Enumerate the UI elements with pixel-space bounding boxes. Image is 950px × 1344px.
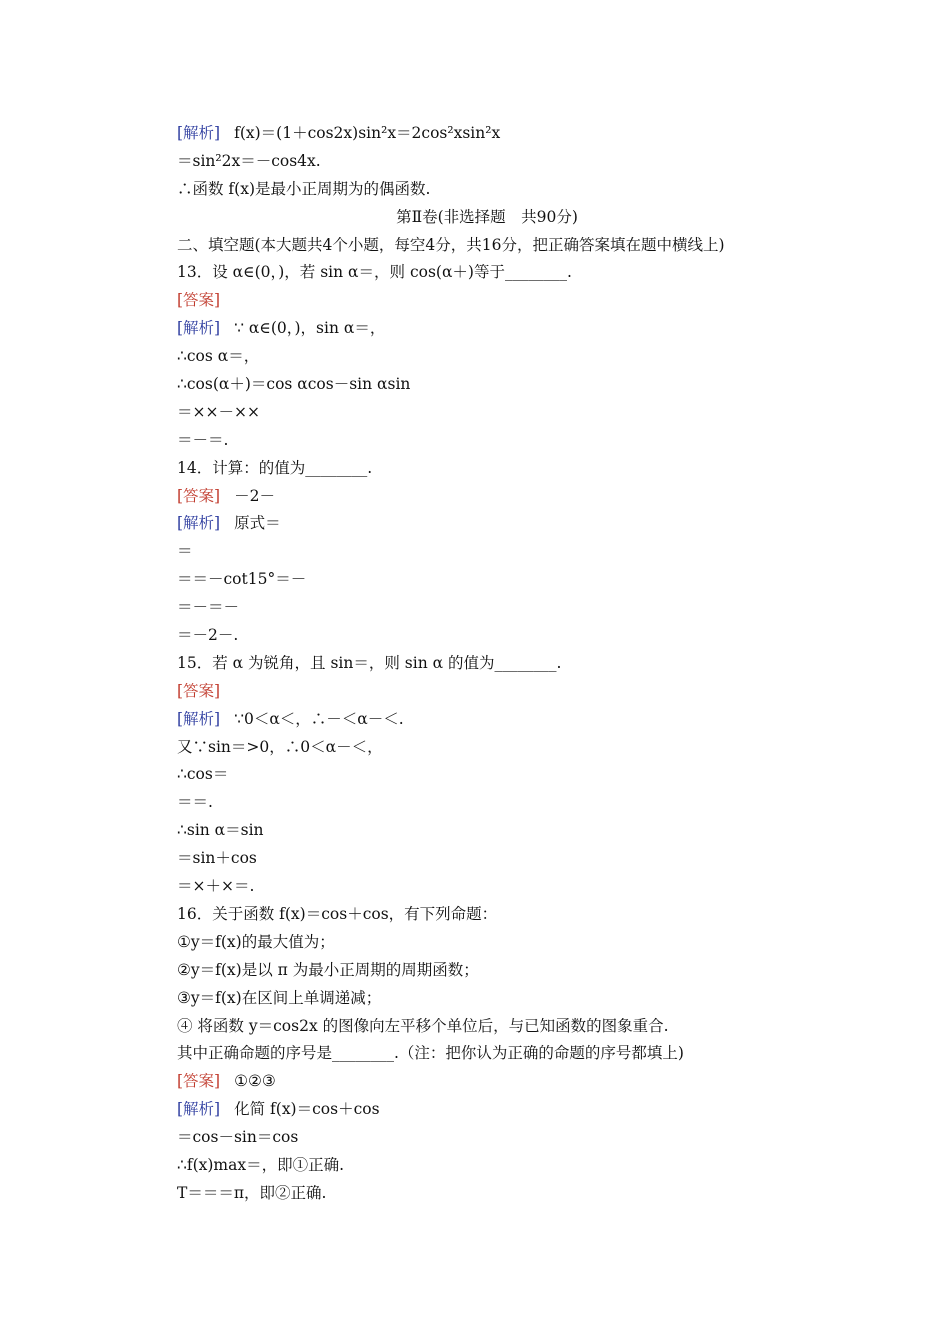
line-text: 13．设 α∈(0，)，若 sin α＝，则 cos(α＋)等于________. xyxy=(177,263,572,282)
text-line xyxy=(177,1096,797,1124)
line-text: 其中正确命题的序号是________.（注：把你认为正确的命题的序号都填上) xyxy=(177,1044,684,1063)
line-text: ∴函数 f(x)是最小正周期为的偶函数. xyxy=(177,179,431,198)
text-line xyxy=(177,985,797,1013)
line-text: ＝ xyxy=(177,542,193,561)
line-text: ②y＝f(x)是以 π 为最小正周期的周期函数； xyxy=(177,960,479,979)
line-text: ＝－＝. xyxy=(177,430,229,449)
text-line xyxy=(177,594,797,622)
answer-label: [答案] xyxy=(177,291,221,310)
text-line xyxy=(177,1040,797,1068)
text-line xyxy=(177,789,797,817)
text-line xyxy=(177,483,797,511)
text-line xyxy=(177,873,797,901)
line-text: 原式＝ xyxy=(234,514,281,533)
line-text: 15．若 α 为锐角，且 sin＝，则 sin α 的值为________. xyxy=(177,653,562,672)
text-line xyxy=(177,706,797,734)
text-line xyxy=(177,371,797,399)
line-text: ＝sin＋cos xyxy=(177,849,257,868)
line-text: ＝－2－. xyxy=(177,626,239,645)
answer-label: [答案] xyxy=(177,1072,221,1091)
line-text: T＝＝＝π，即②正确. xyxy=(177,1183,327,1202)
document-body xyxy=(177,120,797,1208)
line-text: 化简 f(x)＝cos＋cos xyxy=(234,1100,380,1119)
text-line xyxy=(177,148,797,176)
section-heading xyxy=(177,204,797,232)
analysis-label: [解析] xyxy=(177,124,221,142)
line-text: ＝××－×× xyxy=(177,402,260,421)
answer-label: [答案] xyxy=(177,486,221,505)
text-line xyxy=(177,1180,797,1208)
line-text: ＝sin²2x＝－cos4x. xyxy=(177,151,321,170)
line-text: －2－ xyxy=(234,486,275,505)
text-line xyxy=(177,120,797,148)
text-line xyxy=(177,1124,797,1152)
line-text: 14．计算：的值为________. xyxy=(177,458,373,477)
analysis-label: [解析] xyxy=(177,709,221,728)
analysis-label: [解析] xyxy=(177,319,221,338)
text-line xyxy=(177,1152,797,1180)
text-line xyxy=(177,929,797,957)
line-text: 又∵sin＝>0，∴0＜α－＜， xyxy=(177,737,383,756)
line-text: ∵ α∈(0，)，sin α＝， xyxy=(234,319,386,338)
text-line xyxy=(177,510,797,538)
line-text: ∴cos＝ xyxy=(177,765,229,784)
text-line xyxy=(177,538,797,566)
answer-label: [答案] xyxy=(177,681,221,700)
text-line xyxy=(177,259,797,287)
text-line xyxy=(177,287,797,315)
text-line xyxy=(177,650,797,678)
line-text: ＝cos－sin＝cos xyxy=(177,1128,299,1147)
line-text: 第Ⅱ卷(非选择题 共90分) xyxy=(396,207,578,226)
text-line xyxy=(177,1013,797,1041)
line-text: ＝＝－cot15°＝－ xyxy=(177,570,307,589)
text-line xyxy=(177,427,797,455)
line-text: f(x)＝(1＋cos2x)sin²x＝2cos²xsin²x xyxy=(234,124,501,142)
line-text: ＝＝. xyxy=(177,793,213,812)
text-line xyxy=(177,622,797,650)
text-line xyxy=(177,901,797,929)
line-text: 二、填空题(本大题共4个小题，每空4分，共16分，把正确答案填在题中横线上) xyxy=(177,235,725,254)
line-text: ∵0＜α＜，∴－＜α－＜. xyxy=(234,709,404,728)
analysis-label: [解析] xyxy=(177,1100,221,1119)
line-text: ∴sin α＝sin xyxy=(177,821,264,840)
text-line xyxy=(177,232,797,260)
line-text: ∴f(x)max＝，即①正确. xyxy=(177,1155,345,1174)
line-text: ∴cos(α＋)＝cos αcos－sin αsin xyxy=(177,375,411,394)
text-line xyxy=(177,845,797,873)
text-line xyxy=(177,399,797,427)
line-text: ③y＝f(x)在区间上单调递减； xyxy=(177,988,382,1007)
text-line xyxy=(177,817,797,845)
line-text: ＝－＝－ xyxy=(177,598,240,617)
text-line xyxy=(177,455,797,483)
line-text: ∴cos α＝， xyxy=(177,347,260,366)
text-line xyxy=(177,678,797,706)
line-text: 16．关于函数 f(x)＝cos＋cos，有下列命题： xyxy=(177,904,498,923)
line-text: ＝×＋×＝. xyxy=(177,877,255,896)
text-line xyxy=(177,1068,797,1096)
line-text: ①y＝f(x)的最大值为； xyxy=(177,932,335,951)
text-line xyxy=(177,957,797,985)
line-text: ①②③ xyxy=(234,1072,276,1091)
text-line xyxy=(177,315,797,343)
text-line xyxy=(177,761,797,789)
line-text: ④ 将函数 y＝cos2x 的图像向左平移个单位后，与已知函数的图象重合. xyxy=(177,1016,669,1035)
text-line xyxy=(177,566,797,594)
text-line xyxy=(177,734,797,762)
text-line xyxy=(177,176,797,204)
text-line xyxy=(177,343,797,371)
analysis-label: [解析] xyxy=(177,514,221,533)
